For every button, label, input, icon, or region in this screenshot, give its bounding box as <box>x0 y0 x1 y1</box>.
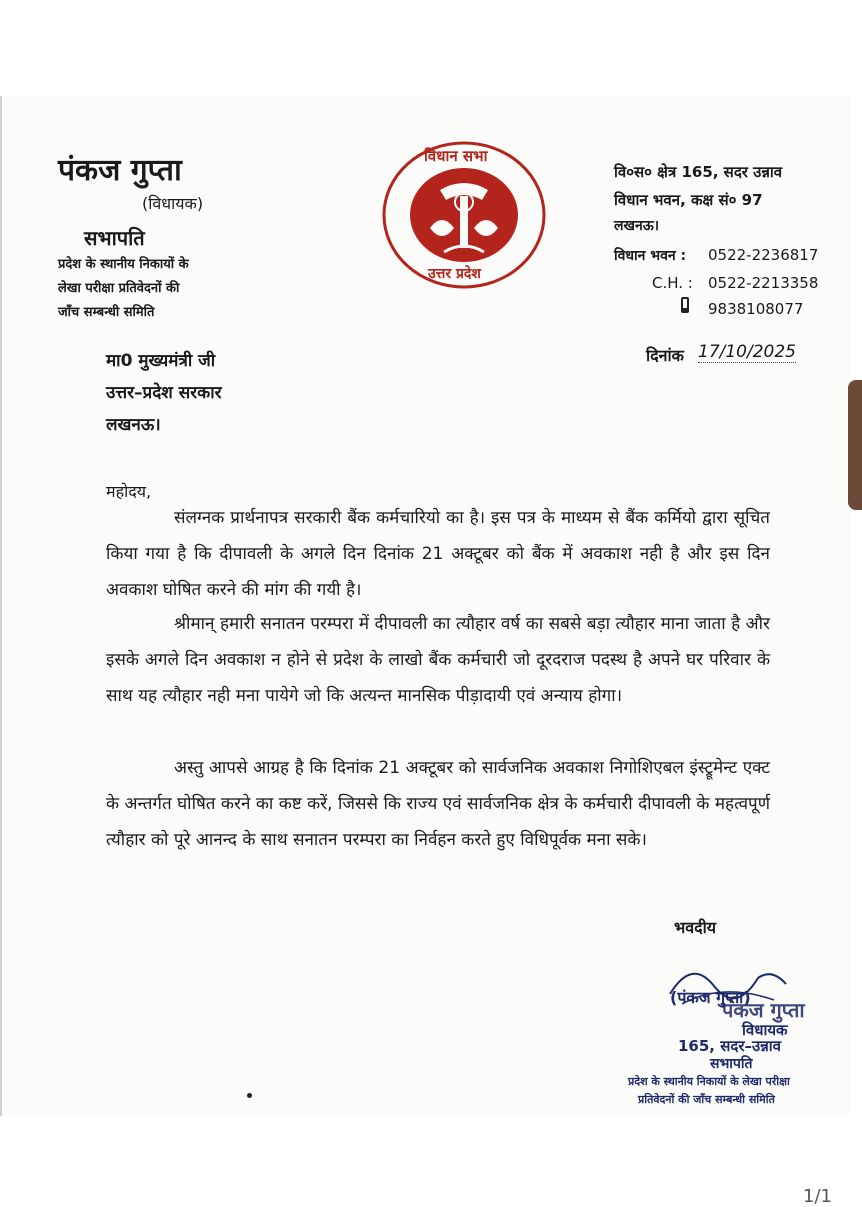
letter-page <box>0 96 850 1116</box>
top-margin <box>0 0 862 96</box>
address-line-1: वि०स० क्षेत्र 165, सदर उन्नाव <box>614 163 783 181</box>
stamp-committee-2: प्रतिवेदनों की जाँच सम्बन्धी समिति <box>638 1093 775 1106</box>
phone-2-label: C.H. : <box>652 274 693 292</box>
letterhead-designation: (विधायक) <box>142 194 204 213</box>
letterhead-committee-2: लेखा परीक्षा प्रतिवेदनों की <box>58 281 180 296</box>
date-value: 17/10/2025 <box>698 342 796 362</box>
stamp-role: सभापति <box>710 1056 753 1072</box>
stamp-committee-1: प्रदेश के स्थानीय निकायों के लेखा परीक्षा <box>628 1075 790 1088</box>
mobile-number: 9838108077 <box>708 300 804 318</box>
stamp-constituency: 165, सदर–उन्नाव <box>678 1037 781 1055</box>
signature-handwritten-name: (पंकज गुप्ता) <box>670 988 751 1007</box>
recipient-line-3: लखनऊ। <box>106 415 161 435</box>
page-edge-shadow <box>848 380 862 510</box>
salutation: महोदय, <box>106 482 152 501</box>
letterhead-role: सभापति <box>84 226 145 250</box>
page-indicator: 1/1 <box>803 1186 832 1207</box>
stray-mark <box>247 1093 252 1098</box>
address-line-2: विधान भवन, कक्ष सं० 97 <box>614 191 763 209</box>
letterhead-name: पंकज गुप्ता <box>58 153 182 188</box>
bottom-margin <box>0 1116 862 1200</box>
address-line-3: लखनऊ। <box>614 218 660 234</box>
phone-1-label: विधान भवन : <box>614 248 687 264</box>
closing: भवदीय <box>674 918 717 937</box>
phone-1: 0522-2236817 <box>708 246 819 264</box>
recipient-line-2: उत्तर–प्रदेश सरकार <box>106 383 222 403</box>
up-emblem-icon <box>380 140 548 290</box>
body-paragraph-3: अस्तु आपसे आग्रह है कि दिनांक 21 अक्टूबर को सार्वजनिक अवकाश निगोशिएबल इंस्ट्रूमेन्ट एक्ट के अन्तर्गत घोषित करने का कष्ट करें, जिससे कि राज्य एवं सार्वजनिक क्षेत्र के कर्मचारी दीपावली के महत्वपूर्ण त्यौहार को पूरे आनन्द के साथ सनातन परम्परा का निर्वहन करते हुए विधिपूर्वक मना सके। <box>106 758 770 850</box>
recipient-line-1: मा0 मुख्यमंत्री जी <box>106 351 216 371</box>
phone-2: 0522-2213358 <box>708 274 819 292</box>
letterhead-committee-3: जाँच सम्बन्धी समिति <box>58 305 155 320</box>
stamp-title: विधायक <box>742 1021 788 1039</box>
body-paragraph-1: संलग्नक प्रार्थनापत्र सरकारी बैंक कर्मचारियो का है। इस पत्र के माध्यम से बैंक कर्मियो द्वारा सूचित किया गया है कि दीपावली के अगले दिन दिनांक 21 अक्टूबर को बैंक में अवकाश नही है और इस दिन अवकाश घोषित करने की मांग की गयी है। <box>106 508 770 600</box>
emblem-bottom-text: उत्तर प्रदेश <box>428 266 481 282</box>
stamp-name: पंकज गुप्ता <box>722 998 805 1022</box>
date-label: दिनांक <box>646 346 684 365</box>
body-paragraph-2: श्रीमान् हमारी सनातन परम्परा में दीपावली का त्यौहार वर्ष का सबसे बड़ा त्यौहार माना जाता है और इसके अगले दिन अवकाश न होने से प्रदेश के लाखो बैंक कर्मचारी जो दूरदराज पदस्थ है अपने घर परिवार के साथ यह त्यौहार नही मना पायेगे जो कि अत्यन्त मानसिक पीड़ादायी एवं अन्याय होगा। <box>106 614 770 706</box>
emblem-top-text: विधान सभा <box>424 147 488 165</box>
letterhead-committee-1: प्रदेश के स्थानीय निकायों के <box>58 257 189 272</box>
mobile-phone-icon <box>680 296 690 314</box>
